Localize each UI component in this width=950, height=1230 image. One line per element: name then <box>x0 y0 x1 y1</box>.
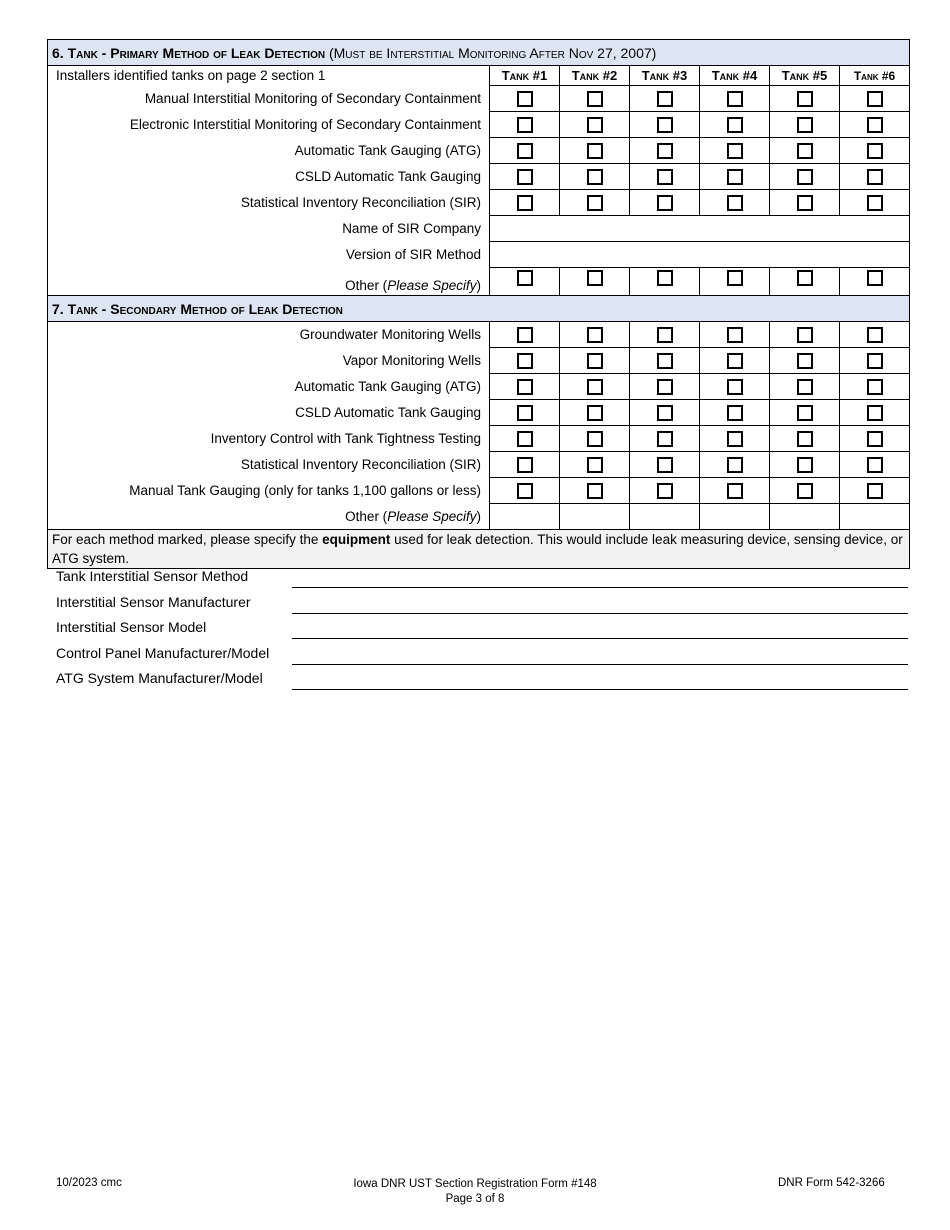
checkbox-cell <box>560 138 630 164</box>
section-6-title: Tank - Primary Method of Leak Detection <box>67 44 326 61</box>
section-6-text-row <box>48 216 910 242</box>
other-label-other-suffix: ) <box>476 278 481 293</box>
s7-row-7-tank-4-checkbox[interactable] <box>727 483 743 499</box>
checkbox-cell <box>840 112 910 138</box>
s7-row-4-tank-5-checkbox[interactable] <box>797 405 813 421</box>
checkbox-cell <box>700 190 770 216</box>
checkbox-cell <box>560 374 630 400</box>
s7-row-7-tank-3-checkbox[interactable] <box>657 483 673 499</box>
other-specify-cell[interactable] <box>560 504 630 530</box>
s7-row-5-tank-1-checkbox[interactable] <box>517 431 533 447</box>
checkbox-cell <box>700 138 770 164</box>
tank-header: Tank #2 <box>560 66 630 86</box>
s7-row-7-tank-2-checkbox[interactable] <box>587 483 603 499</box>
checkbox-cell <box>700 452 770 478</box>
checkbox-cell <box>700 112 770 138</box>
checkbox-cell <box>560 348 630 374</box>
s6-row-2-tank-4-checkbox[interactable] <box>727 117 743 133</box>
s7-row-6-tank-4-checkbox[interactable] <box>727 457 743 473</box>
checkbox-cell <box>630 138 700 164</box>
checkbox-cell <box>700 164 770 190</box>
s6-row-4-tank-2-checkbox[interactable] <box>587 169 603 185</box>
s6-row-3-tank-2-checkbox[interactable] <box>587 143 603 159</box>
s7-row-7-tank-6-checkbox[interactable] <box>867 483 883 499</box>
checkbox-cell <box>560 268 630 296</box>
equipment-note-row <box>48 530 910 569</box>
checkbox-cell <box>560 400 630 426</box>
method-label: Version of SIR Method <box>48 242 490 268</box>
installer-note: Installers identified tanks on page 2 section 1 <box>48 66 490 86</box>
section-7-title: Tank - Secondary Method of Leak Detection <box>67 300 343 317</box>
checkbox-cell <box>770 138 840 164</box>
checkbox-cell <box>770 426 840 452</box>
tank-header: Tank #5 <box>770 66 840 86</box>
section-6-header-row <box>48 40 910 66</box>
checkbox-cell <box>490 164 560 190</box>
method-label: Manual Tank Gauging (only for tanks 1,100 gallons or less) <box>48 478 490 504</box>
tank-header: Tank #3 <box>630 66 700 86</box>
s7-row-2-tank-4-checkbox[interactable] <box>727 353 743 369</box>
checkbox-cell <box>630 426 700 452</box>
s7-row-4-tank-3-checkbox[interactable] <box>657 405 673 421</box>
section-7-number: 7. <box>52 300 64 317</box>
s7-row-1-tank-1-checkbox[interactable] <box>517 327 533 343</box>
checkbox-cell <box>700 348 770 374</box>
leak-detection-table <box>47 39 910 569</box>
checkbox-cell <box>490 322 560 348</box>
s7-row-6-tank-2-checkbox[interactable] <box>587 457 603 473</box>
section-6-method-row <box>48 190 910 216</box>
tank-header-row <box>48 66 910 86</box>
equipment-field-input-line[interactable] <box>292 612 908 614</box>
s7-row-2-tank-5-checkbox[interactable] <box>797 353 813 369</box>
checkbox-cell <box>630 86 700 112</box>
section-7-other-row <box>48 504 910 530</box>
s6-other-tank-3-checkbox[interactable] <box>657 270 673 286</box>
checkbox-cell <box>630 268 700 296</box>
s6-other-tank-1-checkbox[interactable] <box>517 270 533 286</box>
checkbox-cell <box>700 478 770 504</box>
s6-row-5-tank-4-checkbox[interactable] <box>727 195 743 211</box>
s6-other-tank-6-checkbox[interactable] <box>867 270 883 286</box>
s7-row-4-tank-2-checkbox[interactable] <box>587 405 603 421</box>
s7-row-2-tank-6-checkbox[interactable] <box>867 353 883 369</box>
s7-row-3-tank-6-checkbox[interactable] <box>867 379 883 395</box>
checkbox-cell <box>630 478 700 504</box>
checkbox-cell <box>490 190 560 216</box>
method-label: Inventory Control with Tank Tightness Testing <box>48 426 490 452</box>
checkbox-cell <box>630 190 700 216</box>
s7-row-3-tank-3-checkbox[interactable] <box>657 379 673 395</box>
checkbox-cell <box>560 164 630 190</box>
checkbox-cell <box>770 268 840 296</box>
s7-row-5-tank-4-checkbox[interactable] <box>727 431 743 447</box>
checkbox-cell <box>840 86 910 112</box>
equipment-note-after: used for leak detection. This would include leak measuring device, sensing device, or ATG system. <box>52 532 903 566</box>
s7-row-1-tank-2-checkbox[interactable] <box>587 327 603 343</box>
equipment-field <box>56 643 908 665</box>
section-7-method-row <box>48 452 910 478</box>
s6-row-3-tank-6-checkbox[interactable] <box>867 143 883 159</box>
checkbox-cell <box>630 164 700 190</box>
s6-row-1-tank-5-checkbox[interactable] <box>797 91 813 107</box>
equipment-field-input-line[interactable] <box>292 663 908 665</box>
equipment-note-bold: equipment <box>322 532 391 547</box>
other-specify-cell[interactable] <box>840 504 910 530</box>
section-7-header-row <box>48 296 910 322</box>
method-label: Manual Interstitial Monitoring of Secondary Containment <box>48 86 490 112</box>
checkbox-cell <box>840 452 910 478</box>
checkbox-cell <box>700 426 770 452</box>
method-label: Statistical Inventory Reconciliation (SIR) <box>48 452 490 478</box>
method-label: Electronic Interstitial Monitoring of Secondary Containment <box>48 112 490 138</box>
s7-row-1-tank-6-checkbox[interactable] <box>867 327 883 343</box>
section-7-method-row <box>48 426 910 452</box>
checkbox-cell <box>490 400 560 426</box>
checkbox-cell <box>630 452 700 478</box>
section-7-method-row <box>48 478 910 504</box>
footer-form-title: Iowa DNR UST Section Registration Form #148 <box>353 1178 597 1190</box>
s7-row-2-tank-1-checkbox[interactable] <box>517 353 533 369</box>
s7-row-2-tank-2-checkbox[interactable] <box>587 353 603 369</box>
equipment-field <box>56 592 908 614</box>
method-label: Name of SIR Company <box>48 216 490 242</box>
s6-row-1-tank-3-checkbox[interactable] <box>657 91 673 107</box>
checkbox-cell <box>770 322 840 348</box>
method-label: Automatic Tank Gauging (ATG) <box>48 374 490 400</box>
equipment-field-label: ATG System Manufacturer/Model <box>56 670 263 686</box>
s7-row-2-tank-3-checkbox[interactable] <box>657 353 673 369</box>
checkbox-cell <box>490 426 560 452</box>
section-7-method-row <box>48 374 910 400</box>
equipment-field-input-line[interactable] <box>292 688 908 690</box>
checkbox-cell <box>770 348 840 374</box>
checkbox-cell <box>770 400 840 426</box>
section-6-other-row <box>48 268 910 296</box>
tank-header: Tank #6 <box>840 66 910 86</box>
s6-row-1-tank-6-checkbox[interactable] <box>867 91 883 107</box>
s6-other-tank-4-checkbox[interactable] <box>727 270 743 286</box>
section-7-method-row <box>48 348 910 374</box>
method-label: CSLD Automatic Tank Gauging <box>48 400 490 426</box>
s7-row-6-tank-3-checkbox[interactable] <box>657 457 673 473</box>
s6-row-2-tank-3-checkbox[interactable] <box>657 117 673 133</box>
equipment-note-before: For each method marked, please specify the <box>52 532 323 547</box>
s7-row-5-tank-3-checkbox[interactable] <box>657 431 673 447</box>
section-6-method-row <box>48 112 910 138</box>
s6-row-4-tank-6-checkbox[interactable] <box>867 169 883 185</box>
s6-row-5-tank-6-checkbox[interactable] <box>867 195 883 211</box>
s6-row-1-tank-2-checkbox[interactable] <box>587 91 603 107</box>
s7-row-3-tank-5-checkbox[interactable] <box>797 379 813 395</box>
s7-row-1-tank-5-checkbox[interactable] <box>797 327 813 343</box>
method-label: Statistical Inventory Reconciliation (SIR) <box>48 190 490 216</box>
sir-version-input[interactable] <box>490 242 910 268</box>
s6-row-3-tank-4-checkbox[interactable] <box>727 143 743 159</box>
section-6-subtitle: (Must be Interstitial Monitoring After Nov 27, 2007) <box>328 44 657 61</box>
s7-row-7-tank-1-checkbox[interactable] <box>517 483 533 499</box>
footer-form-number: DNR Form 542-3266 <box>778 1177 885 1189</box>
equipment-field-label: Interstitial Sensor Manufacturer <box>56 593 251 610</box>
other-label <box>48 504 490 530</box>
s6-row-5-tank-2-checkbox[interactable] <box>587 195 603 211</box>
other-label <box>48 268 490 296</box>
s6-row-5-tank-3-checkbox[interactable] <box>657 195 673 211</box>
checkbox-cell <box>630 400 700 426</box>
checkbox-cell <box>490 268 560 296</box>
checkbox-cell <box>770 164 840 190</box>
s7-row-3-tank-4-checkbox[interactable] <box>727 379 743 395</box>
s7-row-3-tank-2-checkbox[interactable] <box>587 379 603 395</box>
s7-row-4-tank-1-checkbox[interactable] <box>517 405 533 421</box>
method-label: CSLD Automatic Tank Gauging <box>48 164 490 190</box>
s7-row-4-tank-6-checkbox[interactable] <box>867 405 883 421</box>
checkbox-cell <box>840 478 910 504</box>
s6-row-3-tank-1-checkbox[interactable] <box>517 143 533 159</box>
equipment-field-label: Control Panel Manufacturer/Model <box>56 644 270 661</box>
other-specify-cell[interactable] <box>490 504 560 530</box>
sir-company-input[interactable] <box>490 216 910 242</box>
checkbox-cell <box>490 348 560 374</box>
checkbox-cell <box>630 374 700 400</box>
other-specify-cell[interactable] <box>700 504 770 530</box>
checkbox-cell <box>700 322 770 348</box>
equipment-note <box>48 530 910 569</box>
s7-row-5-tank-6-checkbox[interactable] <box>867 431 883 447</box>
equipment-field-label: Tank Interstitial Sensor Method <box>56 568 249 584</box>
s6-row-4-tank-5-checkbox[interactable] <box>797 169 813 185</box>
checkbox-cell <box>840 374 910 400</box>
other-label-other-suffix: ) <box>476 508 481 524</box>
s7-row-7-tank-5-checkbox[interactable] <box>797 483 813 499</box>
checkbox-cell <box>700 268 770 296</box>
checkbox-cell <box>770 86 840 112</box>
checkbox-cell <box>630 348 700 374</box>
other-label-other-prefix: Other ( <box>345 508 388 524</box>
tank-header: Tank #1 <box>490 66 560 86</box>
other-label-other-prefix: Other ( <box>345 278 388 293</box>
s7-row-5-tank-2-checkbox[interactable] <box>587 431 603 447</box>
checkbox-cell <box>490 478 560 504</box>
checkbox-cell <box>840 164 910 190</box>
checkbox-cell <box>840 348 910 374</box>
section-7-method-row <box>48 322 910 348</box>
checkbox-cell <box>700 374 770 400</box>
checkbox-cell <box>840 138 910 164</box>
s7-row-5-tank-5-checkbox[interactable] <box>797 431 813 447</box>
s7-row-6-tank-1-checkbox[interactable] <box>517 457 533 473</box>
checkbox-cell <box>560 452 630 478</box>
method-label: Groundwater Monitoring Wells <box>48 322 490 348</box>
other-label-other-italic: Please Specify <box>387 278 477 293</box>
checkbox-cell <box>560 478 630 504</box>
checkbox-cell <box>630 112 700 138</box>
s6-row-5-tank-1-checkbox[interactable] <box>517 195 533 211</box>
s7-row-1-tank-4-checkbox[interactable] <box>727 327 743 343</box>
s7-row-4-tank-4-checkbox[interactable] <box>727 405 743 421</box>
footer-center <box>300 1177 650 1207</box>
equipment-field-label: Interstitial Sensor Model <box>56 619 207 635</box>
section-6-text-row <box>48 242 910 268</box>
section-6-method-row <box>48 86 910 112</box>
other-specify-cell[interactable] <box>770 504 840 530</box>
checkbox-cell <box>560 190 630 216</box>
checkbox-cell <box>770 374 840 400</box>
section-7-method-row <box>48 400 910 426</box>
s6-row-2-tank-1-checkbox[interactable] <box>517 117 533 133</box>
checkbox-cell <box>490 138 560 164</box>
checkbox-cell <box>700 400 770 426</box>
checkbox-cell <box>560 426 630 452</box>
s6-row-3-tank-3-checkbox[interactable] <box>657 143 673 159</box>
checkbox-cell <box>770 112 840 138</box>
section-6-method-row <box>48 138 910 164</box>
checkbox-cell <box>840 268 910 296</box>
s6-other-tank-2-checkbox[interactable] <box>587 270 603 286</box>
s7-row-1-tank-3-checkbox[interactable] <box>657 327 673 343</box>
s6-other-tank-5-checkbox[interactable] <box>797 270 813 286</box>
checkbox-cell <box>560 112 630 138</box>
s6-row-3-tank-5-checkbox[interactable] <box>797 143 813 159</box>
equipment-field-input-line[interactable] <box>292 586 908 588</box>
section-6-number: 6. <box>52 44 64 61</box>
checkbox-cell <box>490 86 560 112</box>
method-label: Automatic Tank Gauging (ATG) <box>48 138 490 164</box>
checkbox-cell <box>840 400 910 426</box>
equipment-field <box>56 668 908 690</box>
checkbox-cell <box>490 452 560 478</box>
s6-row-4-tank-3-checkbox[interactable] <box>657 169 673 185</box>
s7-row-3-tank-1-checkbox[interactable] <box>517 379 533 395</box>
checkbox-cell <box>840 322 910 348</box>
equipment-field <box>56 566 908 588</box>
tank-header: Tank #4 <box>700 66 770 86</box>
equipment-field-input-line[interactable] <box>292 637 908 639</box>
method-label: Vapor Monitoring Wells <box>48 348 490 374</box>
checkbox-cell <box>770 452 840 478</box>
checkbox-cell <box>770 190 840 216</box>
s7-row-6-tank-5-checkbox[interactable] <box>797 457 813 473</box>
checkbox-cell <box>560 86 630 112</box>
s6-row-4-tank-1-checkbox[interactable] <box>517 169 533 185</box>
s6-row-4-tank-4-checkbox[interactable] <box>727 169 743 185</box>
s6-row-1-tank-1-checkbox[interactable] <box>517 91 533 107</box>
s6-row-5-tank-5-checkbox[interactable] <box>797 195 813 211</box>
checkbox-cell <box>490 374 560 400</box>
s6-row-2-tank-6-checkbox[interactable] <box>867 117 883 133</box>
footer-page-number: Page 3 of 8 <box>445 1193 505 1205</box>
checkbox-cell <box>630 322 700 348</box>
footer-date: 10/2023 cmc <box>56 1177 122 1189</box>
checkbox-cell <box>770 478 840 504</box>
checkbox-cell <box>700 86 770 112</box>
checkbox-cell <box>840 190 910 216</box>
s6-row-1-tank-4-checkbox[interactable] <box>727 91 743 107</box>
checkbox-cell <box>560 322 630 348</box>
checkbox-cell <box>840 426 910 452</box>
section-6-method-row <box>48 164 910 190</box>
s7-row-6-tank-6-checkbox[interactable] <box>867 457 883 473</box>
s6-row-2-tank-5-checkbox[interactable] <box>797 117 813 133</box>
other-label-other-italic: Please Specify <box>387 508 477 524</box>
equipment-field <box>56 617 908 639</box>
checkbox-cell <box>490 112 560 138</box>
s6-row-2-tank-2-checkbox[interactable] <box>587 117 603 133</box>
other-specify-cell[interactable] <box>630 504 700 530</box>
